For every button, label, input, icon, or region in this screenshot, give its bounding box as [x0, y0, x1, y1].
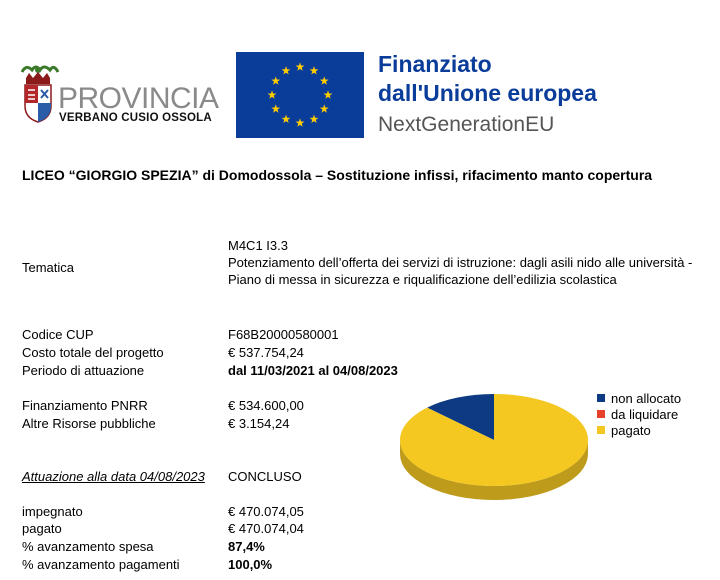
legend-label: da liquidare: [611, 406, 679, 422]
province-crest-icon: [16, 62, 60, 124]
spending-pie-chart: [398, 390, 590, 500]
pagamenti-progress-value: 100,0%: [228, 557, 273, 572]
impegnato-value: € 470.074,05: [228, 504, 304, 519]
eu-star-icon: [271, 76, 280, 84]
province-name: PROVINCIA: [58, 82, 219, 115]
attuazione-status: CONCLUSO: [228, 469, 302, 484]
project-title: LICEO “GIORGIO SPEZIA” di Domodossola – Sostituzione infissi, rifacimento manto copertura: [22, 167, 653, 183]
province-logo: [14, 62, 219, 128]
eu-funding-text: [378, 50, 597, 142]
legend-item: [597, 422, 681, 438]
eu-line-2: dall'Unione europea: [378, 80, 597, 106]
legend-swatch: [597, 394, 605, 402]
pagato-value: € 470.074,04: [228, 521, 304, 536]
eu-stars-icon: [236, 52, 364, 138]
other-resources-value: € 3.154,24: [228, 416, 290, 431]
eu-star-icon: [324, 90, 333, 98]
pagato-label: pagato: [22, 521, 62, 536]
eu-flag: [236, 52, 364, 138]
eu-line-1: Finanziato: [378, 51, 492, 77]
eu-star-icon: [320, 104, 329, 112]
tematica-label: Tematica: [22, 260, 75, 275]
pnrr-label: Finanziamento PNRR: [22, 398, 148, 413]
province-subtitle: VERBANO CUSIO OSSOLA: [59, 112, 212, 124]
pnrr-value: € 534.600,00: [228, 398, 304, 413]
eu-star-icon: [282, 115, 291, 123]
eu-star-icon: [282, 66, 291, 74]
eu-star-icon: [310, 66, 319, 74]
attuazione-label: Attuazione alla data 04/08/2023: [22, 469, 205, 484]
eu-star-icon: [320, 76, 329, 84]
pagamenti-progress-label: % avanzamento pagamenti: [22, 557, 180, 572]
tematica-description: Potenziamento dell’offerta dei servizi di istruzione: dagli asili nido alle università - Piano di messa in sicurezza e riqualificazione dell’edilizia scolastica: [228, 255, 693, 287]
tematica-value: [228, 237, 698, 288]
legend-item: [597, 406, 681, 422]
total-cost-label: Costo totale del progetto: [22, 345, 164, 360]
eu-star-icon: [296, 62, 305, 70]
tematica-code: M4C1 I3.3: [228, 238, 288, 253]
eu-star-icon: [296, 118, 305, 126]
legend-label: non allocato: [611, 390, 682, 406]
legend-label: pagato: [611, 422, 651, 438]
period-label: Periodo di attuazione: [22, 363, 145, 378]
eu-star-icon: [268, 90, 277, 98]
cup-label: Codice CUP: [22, 327, 94, 342]
legend-swatch: [597, 426, 605, 434]
eu-star-icon: [271, 104, 280, 112]
spesa-progress-value: 87,4%: [228, 539, 265, 554]
cup-value: F68B20000580001: [228, 327, 339, 342]
eu-line-3: NextGenerationEU: [378, 113, 555, 136]
chart-legend: [597, 390, 681, 438]
legend-swatch: [597, 410, 605, 418]
other-resources-label: Altre Risorse pubbliche: [22, 416, 156, 431]
period-value: dal 11/03/2021 al 04/08/2023: [228, 363, 398, 378]
spesa-progress-label: % avanzamento spesa: [22, 539, 154, 554]
impegnato-label: impegnato: [22, 504, 83, 519]
total-cost-value: € 537.754,24: [228, 345, 304, 360]
legend-item: [597, 390, 681, 406]
eu-star-icon: [310, 115, 319, 123]
